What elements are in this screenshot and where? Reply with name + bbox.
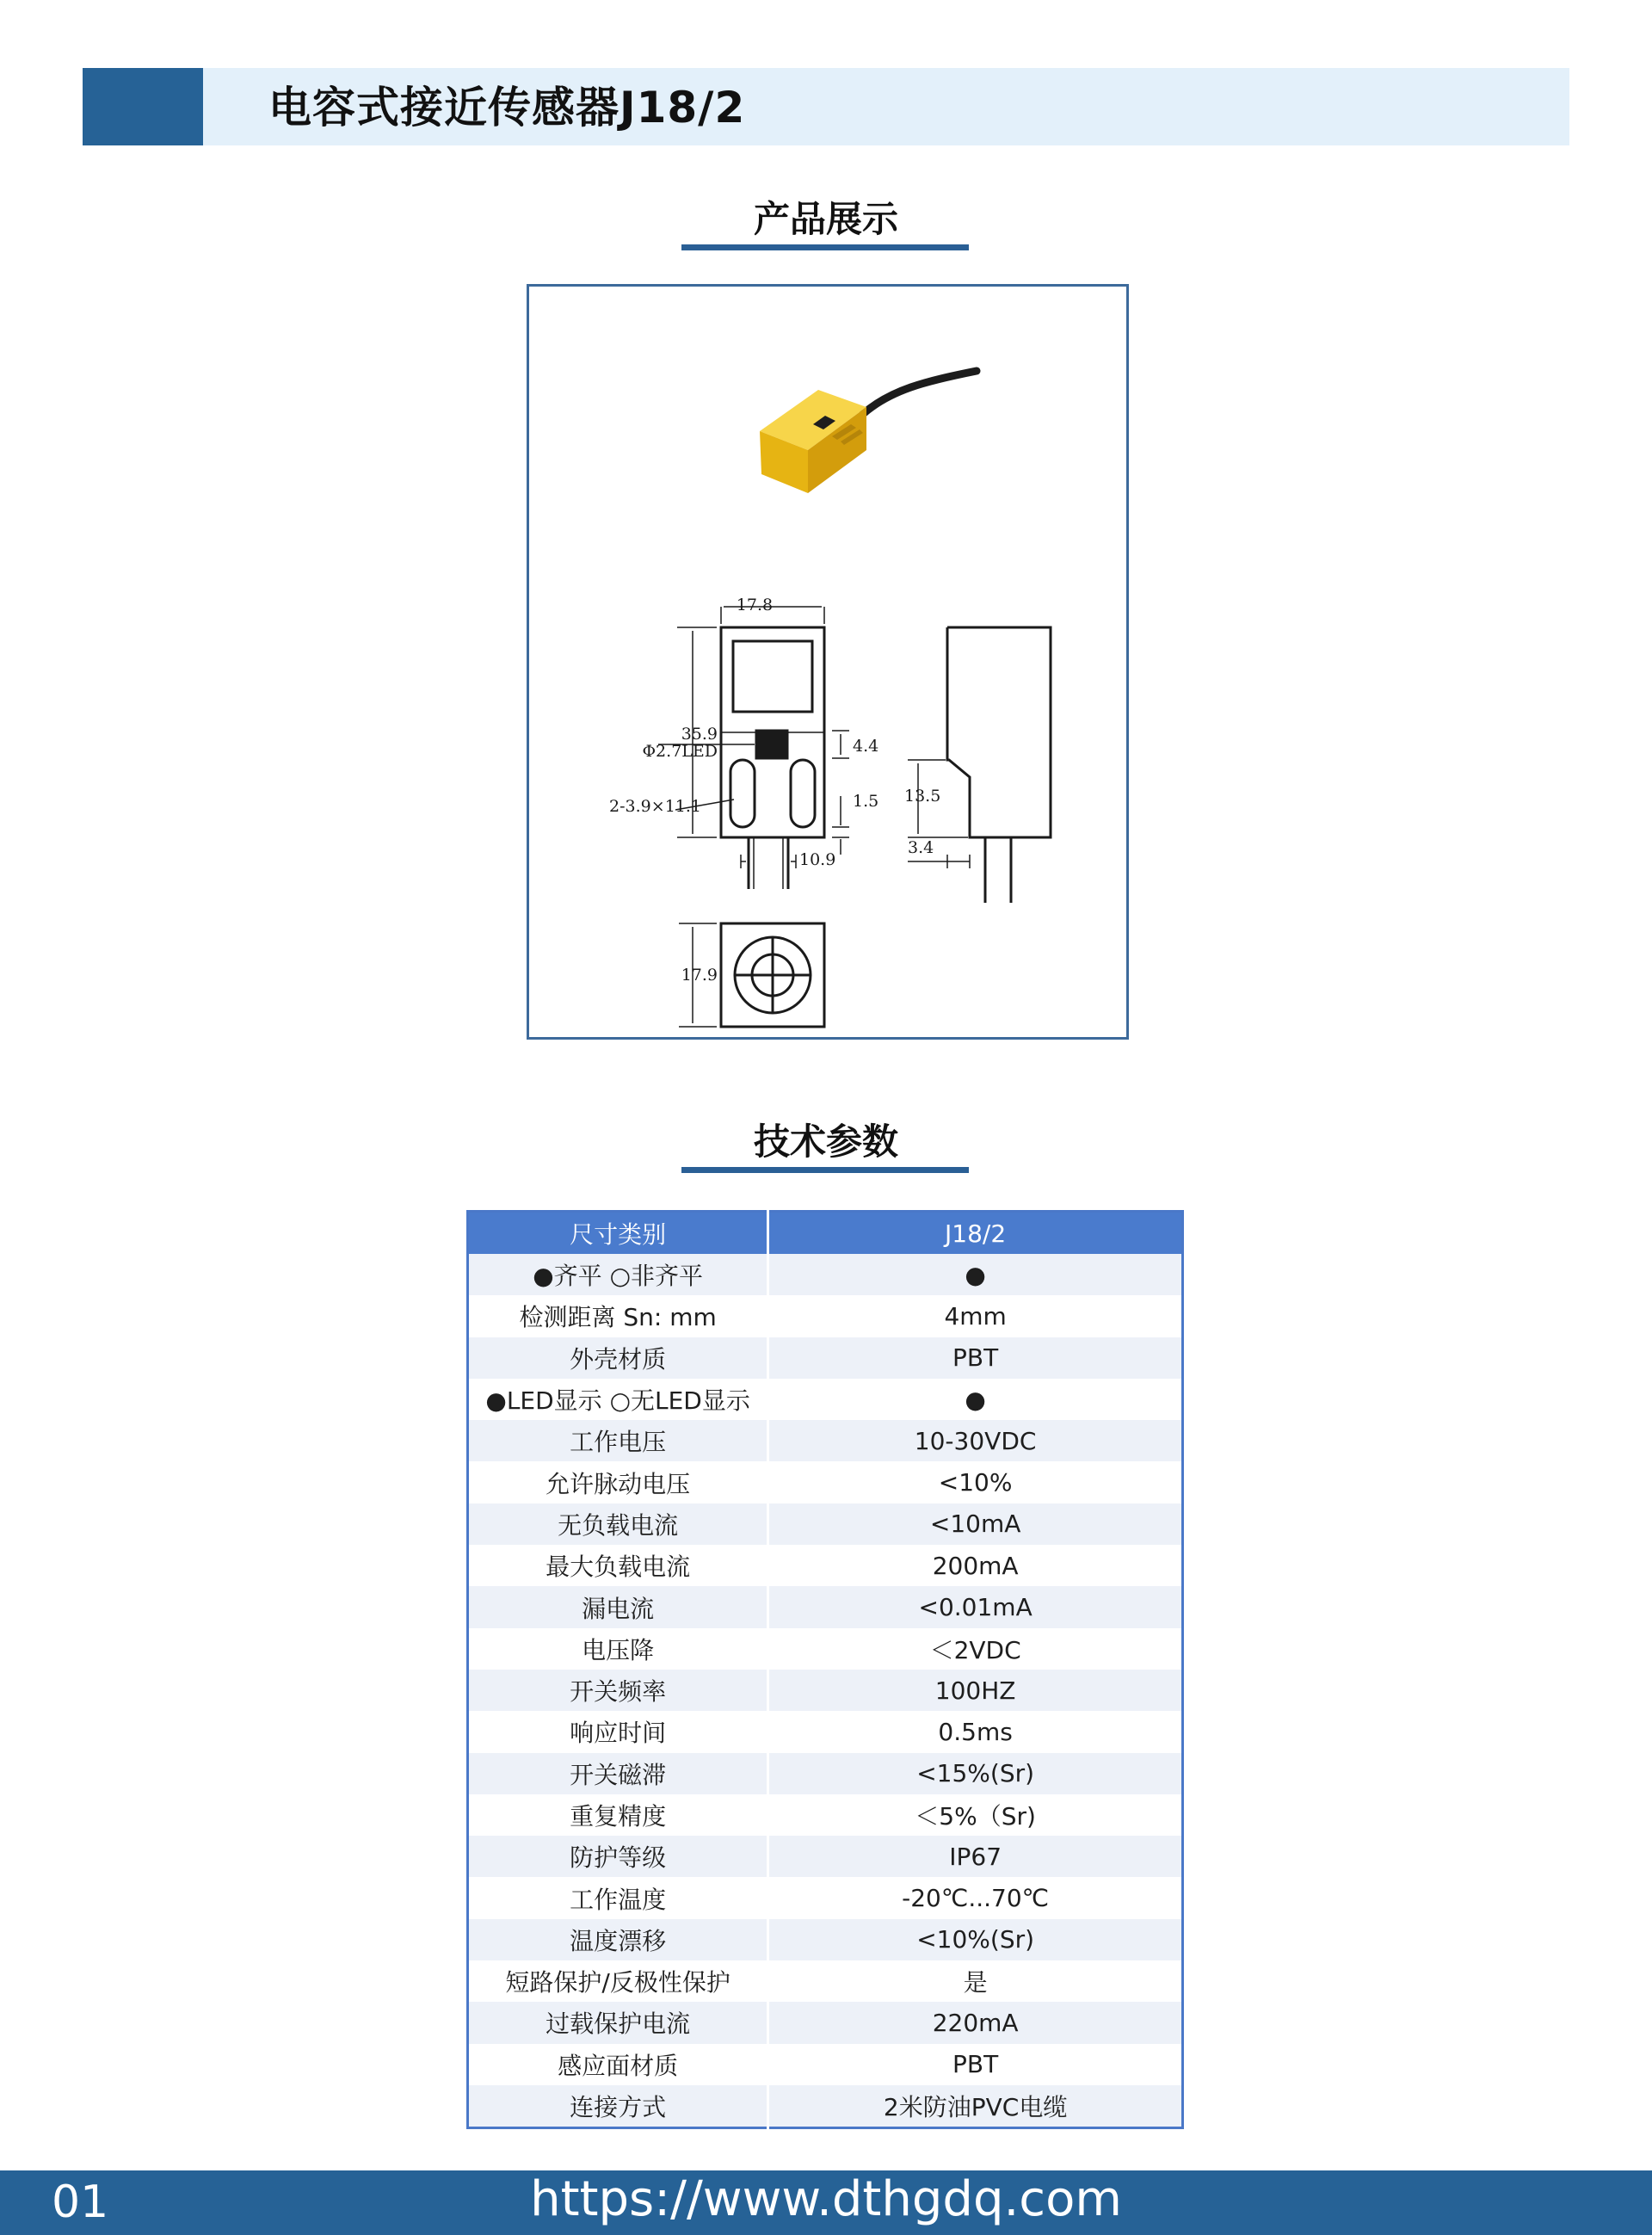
face-view-drawing <box>721 923 824 1027</box>
spec-param: 短路保护/反极性保护 <box>468 1960 768 2002</box>
page-number: 01 <box>52 2176 109 2228</box>
spec-row <box>468 1794 1183 1836</box>
dim-holes: 2-3.9×11.1 <box>609 797 701 816</box>
product-section-underline <box>681 244 969 250</box>
spec-row <box>468 1919 1183 1960</box>
spec-value: 10-30VDC <box>768 1420 1183 1461</box>
spec-param: 电压降 <box>468 1628 768 1670</box>
dim-face-size: 17.9 <box>681 966 718 985</box>
spec-param: 无负载电流 <box>468 1503 768 1545</box>
dim-led: Φ2.7LED <box>642 742 718 761</box>
footer-band <box>0 2170 1652 2235</box>
spec-param: 防护等级 <box>468 1836 768 1877</box>
spec-value: <0.01mA <box>768 1586 1183 1627</box>
spec-value: ● <box>768 1254 1183 1295</box>
spec-row <box>468 1753 1183 1794</box>
spec-value: <10%(Sr) <box>768 1919 1183 1960</box>
spec-value: 是 <box>768 1960 1183 2002</box>
product-drawing <box>529 287 1126 1037</box>
spec-param: 外壳材质 <box>468 1337 768 1379</box>
spec-row <box>468 2002 1183 2043</box>
side-view-labels <box>904 787 940 857</box>
spec-row <box>468 1503 1183 1545</box>
spec-param: 响应时间 <box>468 1711 768 1752</box>
spec-row <box>468 1337 1183 1379</box>
dim-side-depth: 3.4 <box>908 838 934 857</box>
spec-header-param: 尺寸类别 <box>468 1212 768 1255</box>
spec-row <box>468 1295 1183 1337</box>
spec-param: 允许脉动电压 <box>468 1461 768 1503</box>
spec-row <box>468 1586 1183 1627</box>
spec-value: ＜5%（Sr) <box>768 1794 1183 1836</box>
spec-value: 4mm <box>768 1295 1183 1337</box>
header-accent-block <box>83 68 203 145</box>
spec-row <box>468 1379 1183 1420</box>
spec-table-body <box>468 1254 1183 2128</box>
page-title: 电容式接近传感器J18/2 <box>268 83 746 133</box>
spec-table-header <box>468 1212 1183 1255</box>
spec-row <box>468 1461 1183 1503</box>
website-link[interactable]: https://www.dthgdq.com <box>530 2171 1122 2227</box>
dim-gap: 1.5 <box>853 792 879 811</box>
spec-row <box>468 1711 1183 1752</box>
spec-param: 过载保护电流 <box>468 2002 768 2043</box>
spec-param: 感应面材质 <box>468 2044 768 2085</box>
dim-width-top: 17.8 <box>736 596 774 614</box>
dim-led-height: 4.4 <box>853 737 879 756</box>
spec-value: <10mA <box>768 1503 1183 1545</box>
spec-value: 200mA <box>768 1545 1183 1586</box>
spec-param: 开关磁滞 <box>468 1753 768 1794</box>
sensor-photo <box>760 371 977 493</box>
spec-value: <10% <box>768 1461 1183 1503</box>
spec-value: 220mA <box>768 2002 1183 2043</box>
spec-value: ● <box>768 1379 1183 1420</box>
spec-row <box>468 1545 1183 1586</box>
spec-value: PBT <box>768 2044 1183 2085</box>
spec-param: 温度漂移 <box>468 1919 768 1960</box>
spec-row <box>468 1877 1183 1918</box>
spec-param: ●齐平 ○非齐平 <box>468 1254 768 1295</box>
product-section-title: 产品展示 <box>753 198 898 240</box>
spec-row <box>468 1254 1183 1295</box>
spec-param: 检测距离 Sn: mm <box>468 1295 768 1337</box>
spec-param: 最大负载电流 <box>468 1545 768 1586</box>
dim-side-height: 13.5 <box>904 787 941 806</box>
spec-header-value: J18/2 <box>768 1212 1183 1255</box>
spec-param: 开关频率 <box>468 1670 768 1711</box>
spec-row <box>468 1628 1183 1670</box>
spec-param: 重复精度 <box>468 1794 768 1836</box>
spec-row <box>468 1670 1183 1711</box>
spec-value: 100HZ <box>768 1670 1183 1711</box>
spec-section-underline <box>681 1167 969 1173</box>
spec-section-title: 技术参数 <box>753 1121 898 1163</box>
spec-param: ●LED显示 ○无LED显示 <box>468 1379 768 1420</box>
dim-bottom-width: 10.9 <box>799 850 836 869</box>
spec-row <box>468 1960 1183 2002</box>
spec-param: 工作温度 <box>468 1877 768 1918</box>
spec-value: PBT <box>768 1337 1183 1379</box>
spec-row <box>468 1420 1183 1461</box>
product-display-frame <box>527 284 1129 1040</box>
spec-param: 连接方式 <box>468 2085 768 2128</box>
spec-value: <15%(Sr) <box>768 1753 1183 1794</box>
spec-value: -20℃...70℃ <box>768 1877 1183 1918</box>
spec-value: 0.5ms <box>768 1711 1183 1752</box>
spec-value: IP67 <box>768 1836 1183 1877</box>
spec-param: 工作电压 <box>468 1420 768 1461</box>
spec-row <box>468 2085 1183 2128</box>
spec-table <box>466 1210 1184 2129</box>
spec-value: ＜2VDC <box>768 1628 1183 1670</box>
spec-value: 2米防油PVC电缆 <box>768 2085 1183 2128</box>
dim-height-total: 35.9 <box>681 725 718 744</box>
spec-row <box>468 1836 1183 1877</box>
spec-param: 漏电流 <box>468 1586 768 1627</box>
spec-row <box>468 2044 1183 2085</box>
